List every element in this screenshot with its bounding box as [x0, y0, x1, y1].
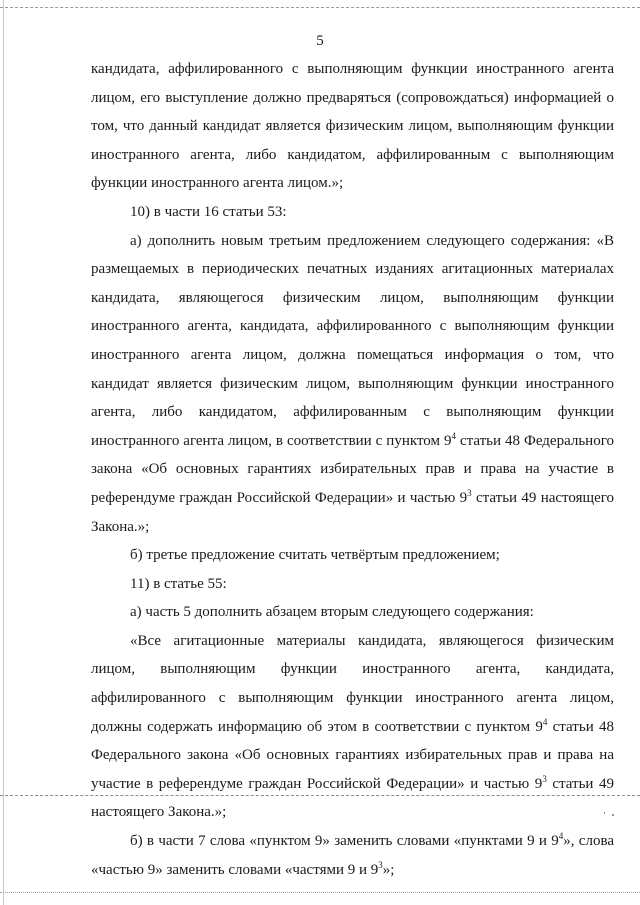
- superscript: 3: [378, 859, 383, 870]
- superscript: 3: [467, 487, 472, 498]
- paragraph: кандидата, аффилированного с выполняющим функции иностранного агента лицом, его выступление должно предваряться (сопровождаться) информацией о том, что данный кандидат является физическим лицом, выполняющим функции иностранного агента, либо кандидатом, аффилированным с выполняющим функции иностранного агента лицом.»;: [91, 61, 614, 192]
- superscript: 3: [542, 773, 547, 784]
- paragraph: 11) в статье 55:: [130, 575, 227, 592]
- document-body: [91, 55, 614, 884]
- superscript: 4: [451, 430, 456, 441]
- paragraph: а) часть 5 дополнить абзацем вторым следующего содержания:: [130, 604, 534, 621]
- paragraph: б) в части 7 слова «пунктом 9» заменить словами «пунктами 9 и $9^4$», слова «частью 9» заменить словами «частями 9 и $9^3$»;: [91, 831, 614, 878]
- scan-artifact-bottom-line: [0, 892, 640, 893]
- superscript: 4: [558, 831, 564, 842]
- paragraph: 10) в части 16 статьи 53:: [130, 203, 287, 220]
- scan-artifact-top-line: [0, 7, 640, 8]
- paragraph: а) дополнить новым третьим предложением следующего содержания: «В размещаемых в периодических печатных изданиях агитационных материалах кандидата, являющегося физическим лицом, выполняющим функции иностранного агента, кандидата, аффилированного с выполняющим функции иностранного агента лицом, должна помещаться информация о том, что кандидат является физическим лицом, выполняющим функции иностранного агента, либо кандидатом, аффилированным с выполняющим функции иностранного агента лицом, в соответствии с пунктом $9^4$ статьи 48 Федерального закона «Об основных гарантиях избирательных прав и права на участие в референдуме граждан Российской Федерации» и частью $9^3$ статьи 49 настоящего Закона.»;: [91, 232, 615, 535]
- superscript: 4: [542, 716, 548, 727]
- scan-artifact-left-edge: [3, 0, 4, 905]
- paragraph: б) третье предложение считать четвёртым предложением;: [130, 547, 500, 564]
- paragraph: «Все агитационные материалы кандидата, являющегося физическим лицом, выполняющим функции иностранного агента, кандидата, аффилированного с выполняющим функции иностранного агента лицом, должны содержать информацию об этом в соответствии с пунктом $9^4$ статьи 48 Федерального закона «Об основных гарантиях избирательных прав и права на участие в референдуме граждан Российской Федерации» и частью $9^3$ статьи 49 настоящего Закона.»;: [91, 632, 614, 821]
- page-number: 5: [316, 33, 324, 49]
